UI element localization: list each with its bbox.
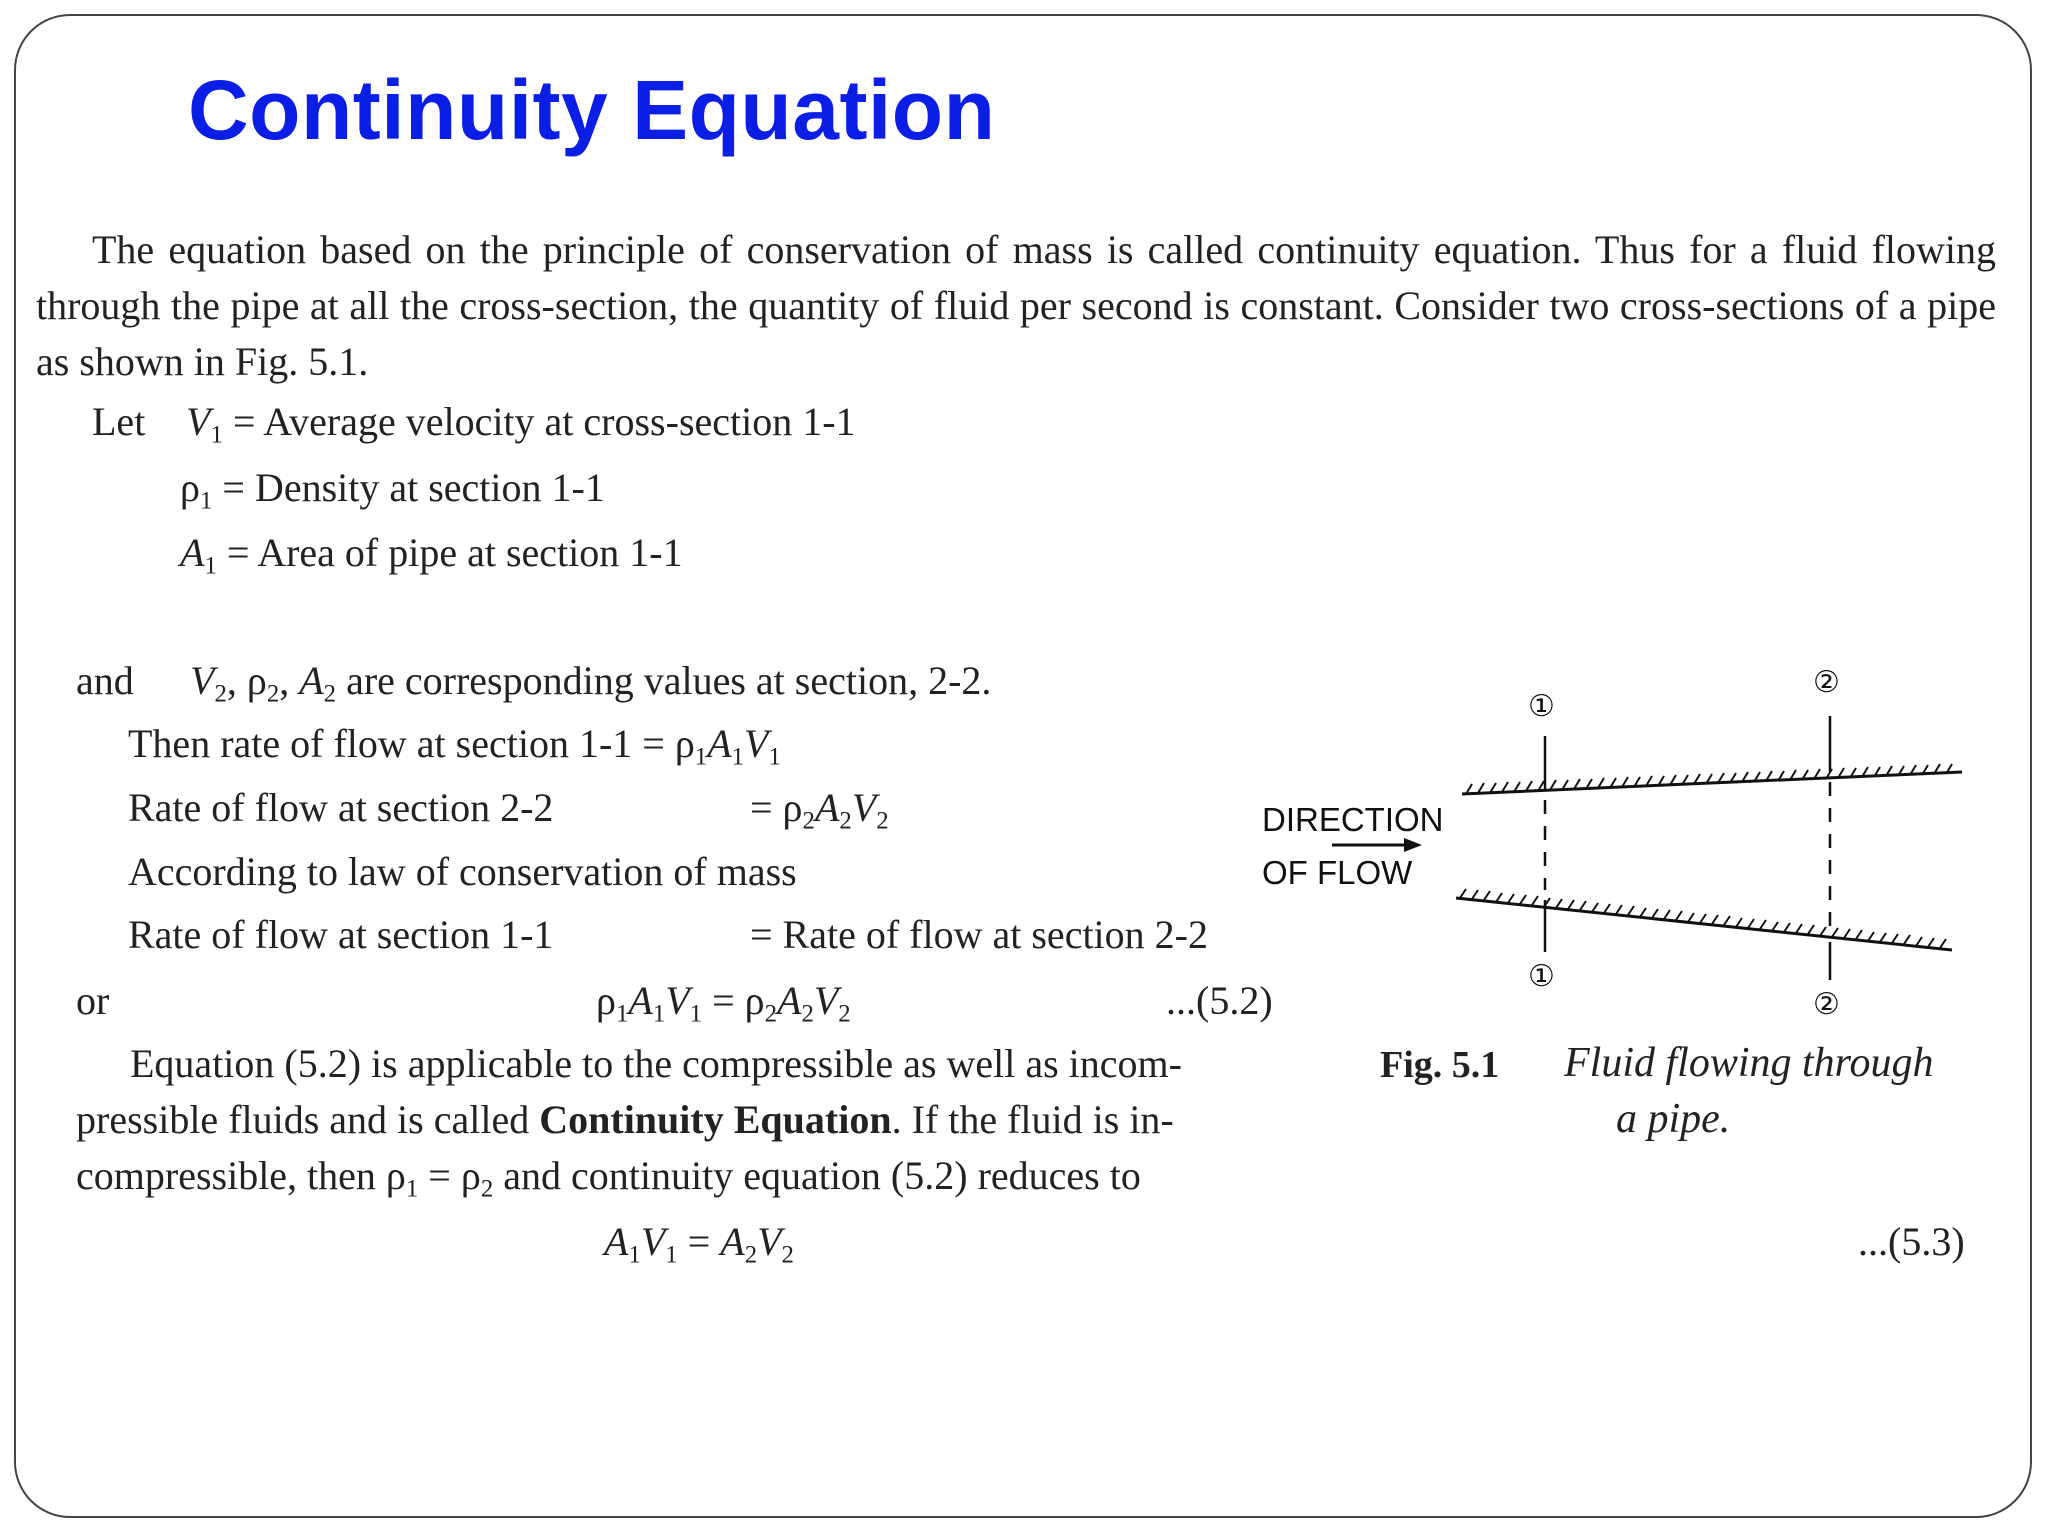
conclusion-line-3b: and continuity equation (5.2) reduces to bbox=[503, 1153, 1141, 1198]
flow-line-3: According to law of conservation of mass bbox=[128, 849, 797, 894]
rho1-definition: $\rho_1$ = Density at section 1-1 bbox=[180, 465, 605, 515]
v1-definition: $V_1$ = Average velocity at cross-section 1-1 bbox=[186, 399, 856, 449]
equation-5-3: $A_1V_1 = A_2V_2$ bbox=[604, 1219, 794, 1269]
section-1-top-marker: ① bbox=[1528, 689, 1555, 724]
direction-label-line-1: DIRECTION bbox=[1262, 801, 1444, 838]
flow-line-2-rhs: = $\rho_2A_2V_2$ bbox=[750, 785, 889, 835]
flow-line-1-label: Then rate of flow at section 1-1 = bbox=[128, 721, 665, 766]
pipe-figure bbox=[1240, 650, 1980, 1050]
direction-label-line-2: OF FLOW bbox=[1262, 854, 1413, 891]
and-desc: are corresponding values at section, 2-2. bbox=[346, 658, 992, 703]
conclusion-line-2 bbox=[76, 1097, 1174, 1142]
section-1-bottom-marker: ① bbox=[1528, 959, 1555, 994]
figure-caption-label: Fig. 5.1 bbox=[1380, 1044, 1500, 1086]
pipe-bottom-hatching bbox=[1460, 889, 1946, 948]
conclusion-line-3: compressible, then $\rho_1 = \rho_2$ and continuity equation (5.2) reduces to bbox=[76, 1153, 1141, 1203]
pipe-bottom-wall bbox=[1456, 898, 1952, 950]
conclusion-line-2c: . If the fluid is in- bbox=[891, 1097, 1174, 1142]
or-word: or bbox=[76, 978, 110, 1023]
section-2-top-marker: ② bbox=[1813, 665, 1840, 700]
and-word: and bbox=[76, 658, 134, 703]
equation-5-2: $\rho_1A_1V_1 = \rho_2A_2V_2$ bbox=[596, 978, 851, 1028]
section-2-bottom-marker: ② bbox=[1813, 987, 1840, 1022]
intro-text: The equation based on the principle of conservation of mass is called continuity equation. Thus for a fluid flowing through the pipe at all the cross-section, the quantity of fluid per second is constant. Consider two cross-sections of a pipe as shown in Fig. 5.1. bbox=[36, 227, 1996, 384]
intro-paragraph bbox=[36, 222, 1996, 390]
page-title: Continuity Equation bbox=[188, 63, 996, 157]
equation-5-3-number: ...(5.3) bbox=[1858, 1219, 1965, 1264]
flow-line-4-label: Rate of flow at section 1-1 bbox=[128, 912, 554, 957]
a1-desc: = Area of pipe at section 1-1 bbox=[226, 530, 683, 575]
conclusion-paragraph bbox=[76, 1036, 1346, 1092]
conclusion-line-1: Equation (5.2) is applicable to the compressible as well as incom- bbox=[130, 1041, 1182, 1086]
v1-desc: = Average velocity at cross-section 1-1 bbox=[232, 399, 856, 444]
equation-5-2-number: ...(5.2) bbox=[1166, 978, 1273, 1023]
conclusion-line-2a: pressible fluids and is called bbox=[76, 1097, 530, 1142]
conclusion-line-3a: compressible, then bbox=[76, 1153, 376, 1198]
figure-caption-line-1: Fluid flowing through bbox=[1564, 1040, 1934, 1086]
section2-values: $V_2$, $\rho_2$, $A_2$ are corresponding values at section, 2-2. bbox=[190, 658, 992, 708]
a1-definition: $A_1$ = Area of pipe at section 1-1 bbox=[180, 530, 683, 580]
continuity-equation-term: Continuity Equation bbox=[539, 1097, 892, 1142]
flow-line-4-rhs: = Rate of flow at section 2-2 bbox=[750, 912, 1208, 957]
rho1-desc: = Density at section 1-1 bbox=[222, 465, 605, 510]
let-word: Let bbox=[92, 399, 146, 444]
flow-line-2-label: Rate of flow at section 2-2 bbox=[128, 785, 554, 830]
arrow-right-icon bbox=[1404, 838, 1422, 852]
flow-line-1: Then rate of flow at section $1-1 = \rho_1A_1V_1$ bbox=[128, 721, 781, 771]
pipe-top-hatching bbox=[1466, 764, 1952, 794]
figure-caption-line-2: a pipe. bbox=[1616, 1096, 1731, 1142]
